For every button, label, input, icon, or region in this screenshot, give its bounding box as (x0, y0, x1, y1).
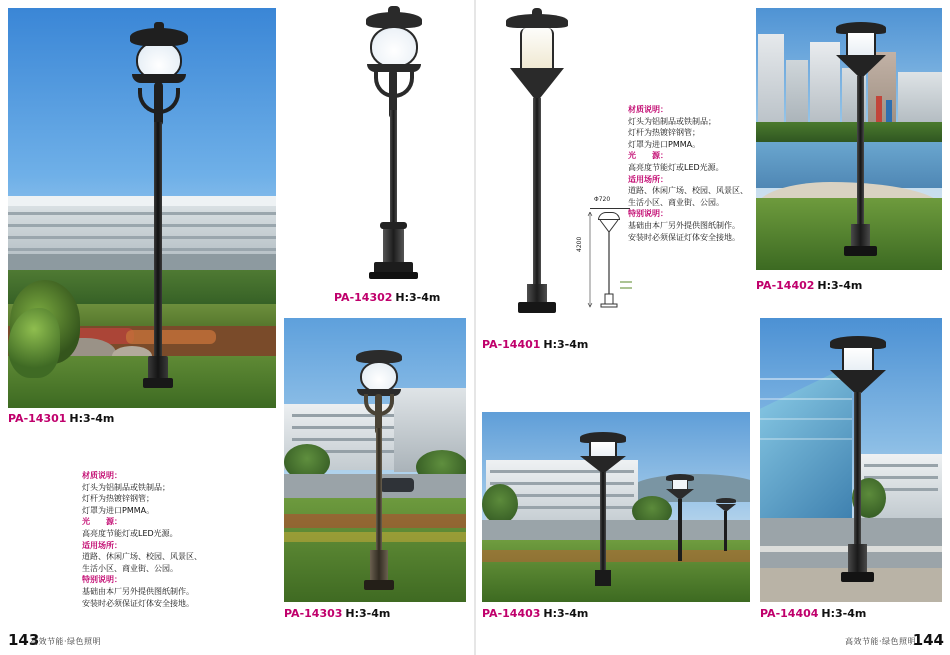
caption-pa-14302 (334, 291, 440, 304)
spec-note-title: 特别说明： (82, 575, 122, 585)
product-height: H:3-4m (69, 412, 115, 425)
spec-usage-l2: 生活小区、商业街、公园。 (82, 563, 178, 573)
product-photo-pa-14303 (284, 318, 466, 602)
lamp-illustration-pa-14403 (558, 428, 648, 590)
caption-pa-14303 (284, 607, 390, 620)
spec-source-l1: 高亮度节能灯或LED光源。 (628, 162, 724, 172)
spec-material-l3: 灯罩为进口PMMA。 (628, 139, 701, 149)
product-height: H:3-4m (543, 607, 589, 620)
product-height: H:3-4m (543, 338, 589, 351)
spec-source-title: 光 源： (82, 517, 122, 527)
page-number-left: 143 (8, 631, 40, 649)
product-photo-pa-14301 (8, 8, 276, 408)
dimension-height-label: 4200 (576, 236, 583, 252)
product-height: H:3-4m (821, 607, 867, 620)
spec-usage-title: 适用场所： (628, 174, 668, 184)
product-code: PA-14401 (482, 338, 541, 351)
spec-usage-l2: 生活小区、商业街、公园。 (628, 197, 724, 207)
spec-material-l1: 灯头为铝制品或铁制品； (82, 482, 170, 492)
lamp-illustration-pa-14301 (118, 22, 198, 398)
lamp-illustration-pa-14403-distant (710, 496, 744, 558)
spec-block-left (82, 470, 232, 609)
spec-material-l3: 灯罩为进口PMMA。 (82, 505, 155, 515)
product-code: PA-14402 (756, 279, 815, 292)
spec-source-l1: 高亮度节能灯或LED光源。 (82, 528, 178, 538)
product-code: PA-14404 (760, 607, 819, 620)
page-number-right: 144 (912, 631, 944, 649)
spec-note-l1: 基础由本厂另外提供图纸制作。 (628, 220, 740, 230)
product-photo-pa-14403 (482, 412, 750, 602)
spec-note-l2: 安装时必须保证灯体安全接地。 (628, 232, 740, 242)
page-spine (474, 0, 476, 655)
lamp-illustration-pa-14303 (334, 344, 422, 596)
spec-material-title: 材质说明： (82, 471, 122, 480)
product-photo-pa-14404 (760, 318, 942, 602)
spec-usage-l1: 道路、休闲广场、校园、风景区、 (628, 186, 748, 196)
spec-material-l2: 灯杆为热镀锌钢管； (628, 128, 700, 138)
dimension-diameter-label: Φ720 (594, 196, 611, 203)
product-height: H:3-4m (817, 279, 863, 292)
product-code: PA-14302 (334, 291, 393, 304)
spec-note-title: 特别说明： (628, 209, 668, 219)
spec-usage-title: 适用场所： (82, 540, 122, 550)
spec-note-l1: 基础由本厂另外提供图纸制作。 (82, 586, 194, 596)
spec-source-title: 光 源： (628, 151, 668, 161)
footer-text-right: 高效节能·绿色照明 (844, 637, 916, 646)
spec-usage-l1: 道路、休闲广场、校园、风景区、 (82, 552, 202, 562)
product-photo-pa-14402 (756, 8, 942, 270)
caption-pa-14403 (482, 607, 588, 620)
spec-material-l1: 灯头为铝制品或铁制品； (628, 116, 716, 126)
spec-material-title: 材质说明： (628, 105, 668, 114)
spec-material-l2: 灯杆为热镀锌钢管； (82, 494, 154, 504)
caption-pa-14301 (8, 412, 114, 425)
product-code: PA-14303 (284, 607, 343, 620)
product-code: PA-14301 (8, 412, 67, 425)
lamp-illustration-pa-14402 (816, 16, 906, 262)
spec-note-l2: 安装时必须保证灯体安全接地。 (82, 598, 194, 608)
product-code: PA-14403 (482, 607, 541, 620)
lamp-illustration-pa-14302 (338, 6, 448, 284)
lamp-illustration-pa-14404 (810, 330, 910, 594)
lamp-illustration-pa-14403-secondary (654, 472, 706, 572)
product-height: H:3-4m (345, 607, 391, 620)
caption-pa-14401 (482, 338, 588, 351)
footer-text-left: 高效节能·绿色照明 (30, 637, 102, 646)
caption-pa-14404 (760, 607, 866, 620)
caption-pa-14402 (756, 279, 862, 292)
product-height: H:3-4m (395, 291, 441, 304)
